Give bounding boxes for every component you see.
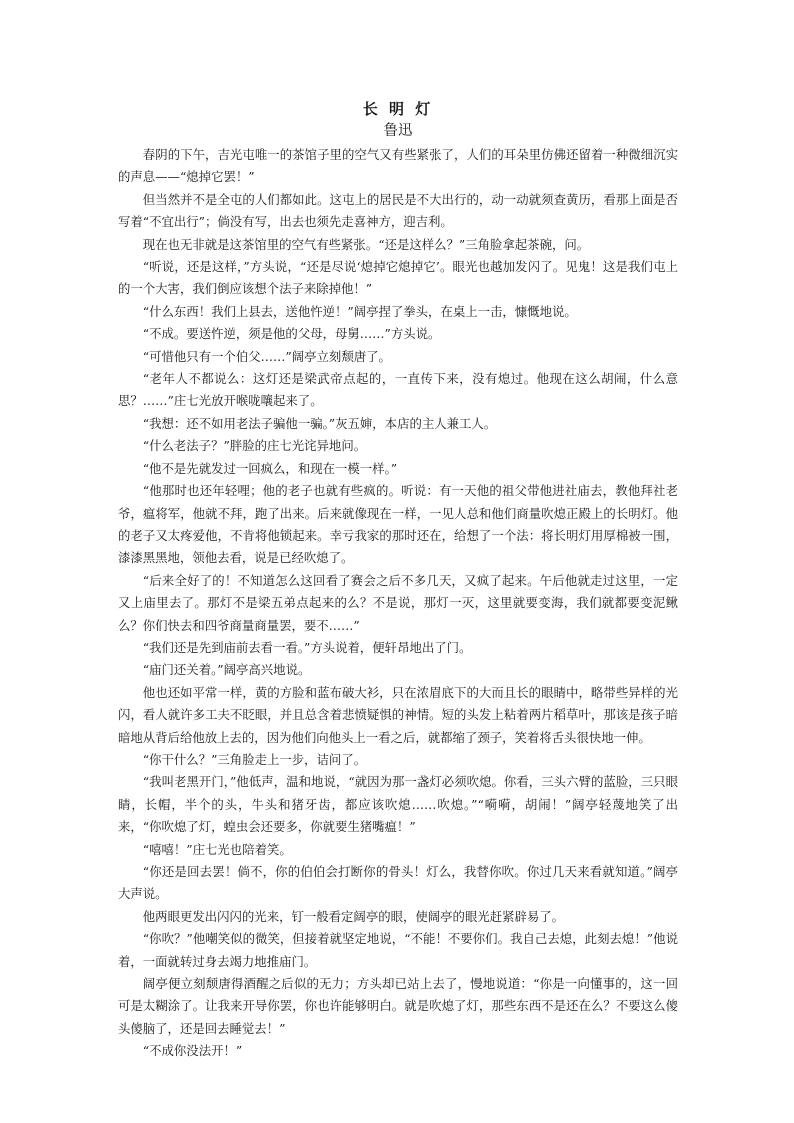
paragraph: “你还是回去罢！倘不，你的伯伯会打断你的骨头！灯么，我替你吹。你过几天来看就知道。”阔亭大声说。 bbox=[118, 864, 678, 902]
paragraph: “什么老法子？”胖脸的庄七光诧异地问。 bbox=[142, 438, 367, 454]
paragraph: 但当然并不是全屯的人们都如此。这屯上的居民是不大出行的，动一动就须查黄历，看那上面是否写着“不宜出行”；倘没有写，出去也须先走喜神方，迎吉利。 bbox=[118, 191, 678, 230]
document-author: 鲁迅 bbox=[383, 123, 413, 139]
paragraph: “不成。要送忤逆，须是他的父母，母舅……”方头说。 bbox=[142, 326, 441, 342]
paragraph: “你吹？”他嘲笑似的微笑，但接着就坚定地说，“不能！不要你们。我自己去熄，此刻去熄！”他说着，一面就转过身去竭力地推庙门。 bbox=[118, 931, 678, 969]
paragraph: “庙门还关着。”阔亭高兴地说。 bbox=[142, 662, 311, 678]
paragraph: 阔亭便立刻颓唐得酒醒之后似的无力；方头却已站上去了，慢地说道：“你是一向懂事的，这一回可是太糊涂了。让我来开导你罢，你也许能够明白。就是吹熄了灯，那些东西不是还在么？不要这么傻头傻脑了，还是回去睡觉去！” bbox=[118, 976, 678, 1036]
paragraph: “老年人不都说么：这灯还是梁武帝点起的，一直传下来，没有熄过。他现在这么胡闹，什么意思？……”庄七光放开喉咙嚷起来了。 bbox=[118, 371, 678, 409]
paragraph: “他不是先就发过一回疯么，和现在一模一样。” bbox=[142, 460, 398, 476]
paragraph: “他那时也还年轻哩；他的老子也就有些疯的。听说：有一天他的祖父带他进社庙去，教他拜社老爷，瘟将军，他就不拜，跑了出来。后来就像现在一样，一见人总和他们商量吹熄正殿上的长明灯。他的老子又太疼爱他，不肯将他锁起来。幸亏我家的那时还在，给想了一个法：将长明灯用厚棉被一围，漆漆黑黑地，领他去看，说是已经吹熄了。 bbox=[118, 483, 678, 566]
paragraph: “不成你没法开！” bbox=[142, 1043, 243, 1059]
paragraph: “我想：还不如用老法子骗他一骗。”灰五婶，本店的主人兼工人。 bbox=[142, 415, 497, 431]
document-page bbox=[118, 98, 678, 1063]
document-title: 长 明 灯 bbox=[362, 100, 434, 118]
paragraph: “什么东西！我们上县去，送他忤逆！”阔亭捏了拳头，在桌上一击，慷慨地说。 bbox=[142, 303, 577, 319]
paragraph: 他也还如平常一样，黄的方脸和蓝布破大衫，只在浓眉底下的大而且长的眼睛中，略带些异样的光闪，看人就许多工夫不眨眼，并且总含着悲愤疑惧的神情。短的头发上粘着两片稻草叶，那该是孩子暗暗地从背后给他放上去的，因为他们向他头上一看之后，就都缩了颈子，笑着将舌头很快地一伸。 bbox=[118, 684, 678, 745]
paragraph: 他两眼更发出闪闪的光来，钉一般看定阔亭的眼，使阔亭的眼光赶紧辟易了。 bbox=[142, 908, 565, 924]
paragraph: 现在也无非就是这茶馆里的空气有些紧张。“还是这样么？”三角脸拿起茶碗，问。 bbox=[142, 236, 590, 252]
paragraph: “可惜他只有一个伯父……”阔亭立刻颓唐了。 bbox=[142, 348, 391, 364]
document-body bbox=[118, 144, 678, 1063]
paragraph: “我叫老黑开门，”他低声，温和地说，“就因为那一盏灯必须吹熄。你看，三头六臂的蓝脸，三只眼睛，长帽，半个的头，牛头和猪牙齿，都应该吹熄……吹熄。”“嗬嗬，胡闹！”阔亭轻蔑地笑了出来，“你吹熄了灯，蝗虫会还要多，你就要生猪嘴瘟！” bbox=[118, 774, 678, 835]
paragraph: “我们还是先到庙前去看一看。”方头说着，便轩昂地出了门。 bbox=[142, 639, 472, 655]
paragraph: “听说，还是这样，”方头说，“还是尽说‘熄掉它熄掉它’。眼光也越加发闪了。见鬼！这是我们屯上的一个大害，我们倒应该想个法子来除掉他！” bbox=[118, 259, 678, 297]
paragraph: “嘻嘻！”庄七光也陪着笑。 bbox=[142, 841, 292, 857]
paragraph: 春阴的下午，吉光屯唯一的茶馆子里的空气又有些紧张了，人们的耳朵里仿佛还留着一种微细沉实的声息——“熄掉它罢！” bbox=[118, 147, 678, 185]
paragraph: “后来全好了的！不知道怎么这回看了赛会之后不多几天，又疯了起来。午后他就走过这里，一定又上庙里去了。那灯不是梁五弟点起来的么？不是说，那灯一灭，这里就要变海，我们就都要变泥鳅么？你们快去和四爷商量商量罢，要不……” bbox=[118, 572, 678, 633]
paragraph: “你干什么？”三角脸走上一步，诘问了。 bbox=[142, 751, 367, 767]
